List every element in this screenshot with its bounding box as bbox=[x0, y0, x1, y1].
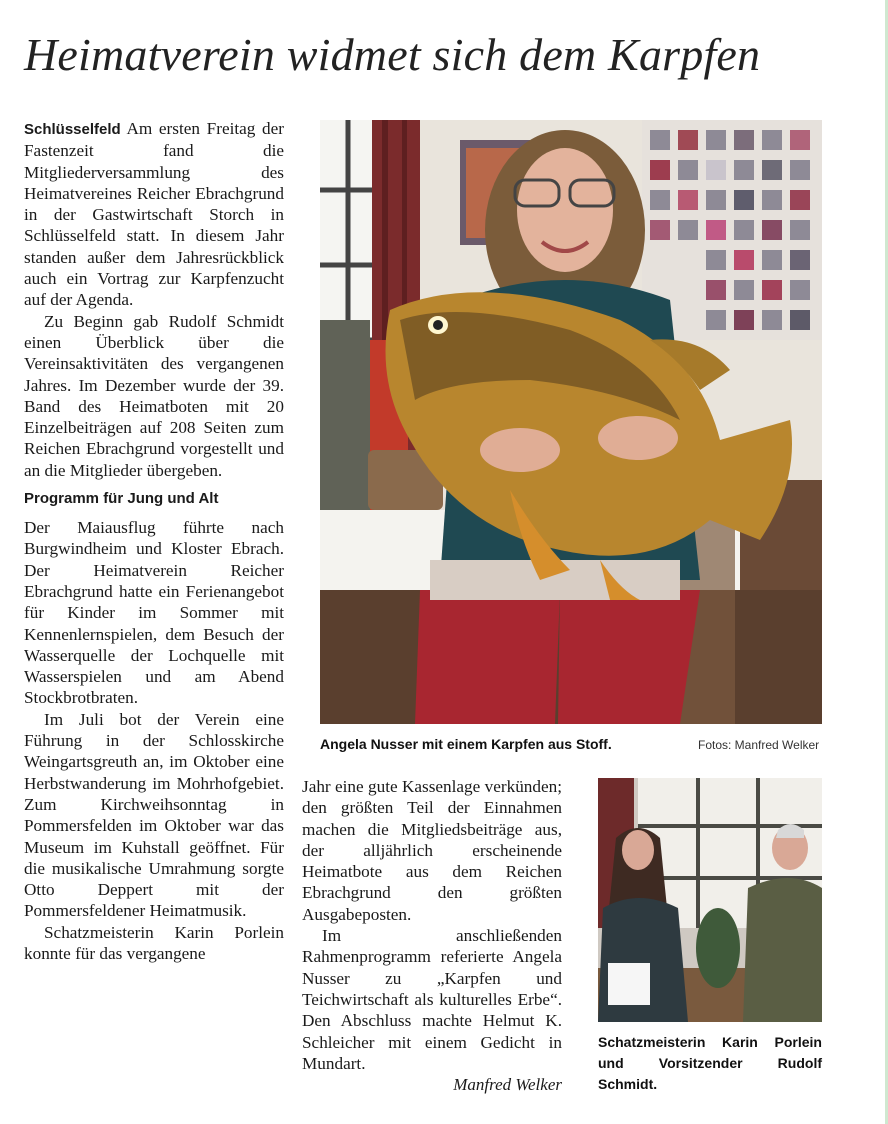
small-photo bbox=[598, 778, 822, 1022]
main-photo-illustration bbox=[320, 120, 822, 724]
column-1 bbox=[24, 118, 284, 964]
main-photo-caption: Angela Nusser mit einem Karpfen aus Stoff. bbox=[320, 736, 612, 752]
author-signature: Manfred Welker bbox=[453, 1075, 562, 1095]
main-photo bbox=[320, 120, 822, 724]
column-2 bbox=[302, 776, 562, 1095]
subheading: Programm für Jung und Alt bbox=[24, 490, 219, 508]
small-photo-illustration bbox=[598, 778, 822, 1022]
paragraph-1: Am ersten Freitag der Fastenzeit fand die Mitgliederversammlung des Heimatvereines Reicher Ebrachgrund in der Gastwirtschaft Storch in Schlüsselfeld statt. In diesem Jahr standen außer dem Jahresrückblick auch ein Vortrag zur Karpfenzucht auf der Agenda. bbox=[24, 119, 284, 310]
paragraph-2: Zu Beginn gab Rudolf Schmidt einen Überblick über die Vereinsaktivitäten des vergangenen Jahres. Im Dezember wurde der 39. Band des Heimatboten mit 20 Einzelbeiträgen auf 208 Seiten zum Reichen Ebrachgrund vorgestellt und an die Mitglieder übergeben. bbox=[24, 311, 284, 480]
paragraph-6: Jahr eine gute Kassenlage verkünden; den größten Teil der Einnahmen machen die Mitgliedsbeiträge aus, der alljährlich erscheinende Heimatbote aus dem Reichen Ebrachgrund den größten Ausgabeposten. bbox=[302, 777, 562, 924]
small-photo-caption: Schatzmeisterin Karin Porlein und Vorsitzender Rudolf Schmidt. bbox=[598, 1034, 822, 1092]
paragraph-3: Der Maiausflug führte nach Burgwindheim und Kloster Ebrach. Der Heimatverein Reicher Ebrachgrund hatte ein Ferienangebot für Kinder im Sommer mit Kennenlernspielen, dem Besuch der Wasserquelle der Lochquelle mit Wasserspielen und am Abend Stockbrotbraten. bbox=[24, 518, 284, 708]
paragraph-4: Im Juli bot der Verein eine Führung in der Schlosskirche Weingartsgreuth an, im Oktober eine Herbstwanderung im Mohrhofgebiet. Zum Kirchweihsonntag in Pommersfelden im Oktober war das Museum im Kuhstall geöffnet. Für die musikalische Umrahmung sorgte Otto Deppert mit der Pommersfeldener Heimatmusik. bbox=[24, 709, 284, 921]
dateline: Schlüsselfeld bbox=[24, 121, 121, 138]
paragraph-5: Schatzmeisterin Karin Porlein konnte für das vergangene bbox=[24, 922, 284, 963]
photo-credit: Fotos: Manfred Welker bbox=[698, 738, 820, 752]
headline: Heimatverein widmet sich dem Karpfen bbox=[24, 29, 761, 80]
paragraph-7: Im anschließenden Rahmenprogramm referierte Angela Nusser zu „Karpfen und Teichwirtschaft als kulturelles Erbe“. Den Abschluss machte Helmut K. Schleicher mit einem Gedicht in Mundart. bbox=[302, 926, 562, 1073]
